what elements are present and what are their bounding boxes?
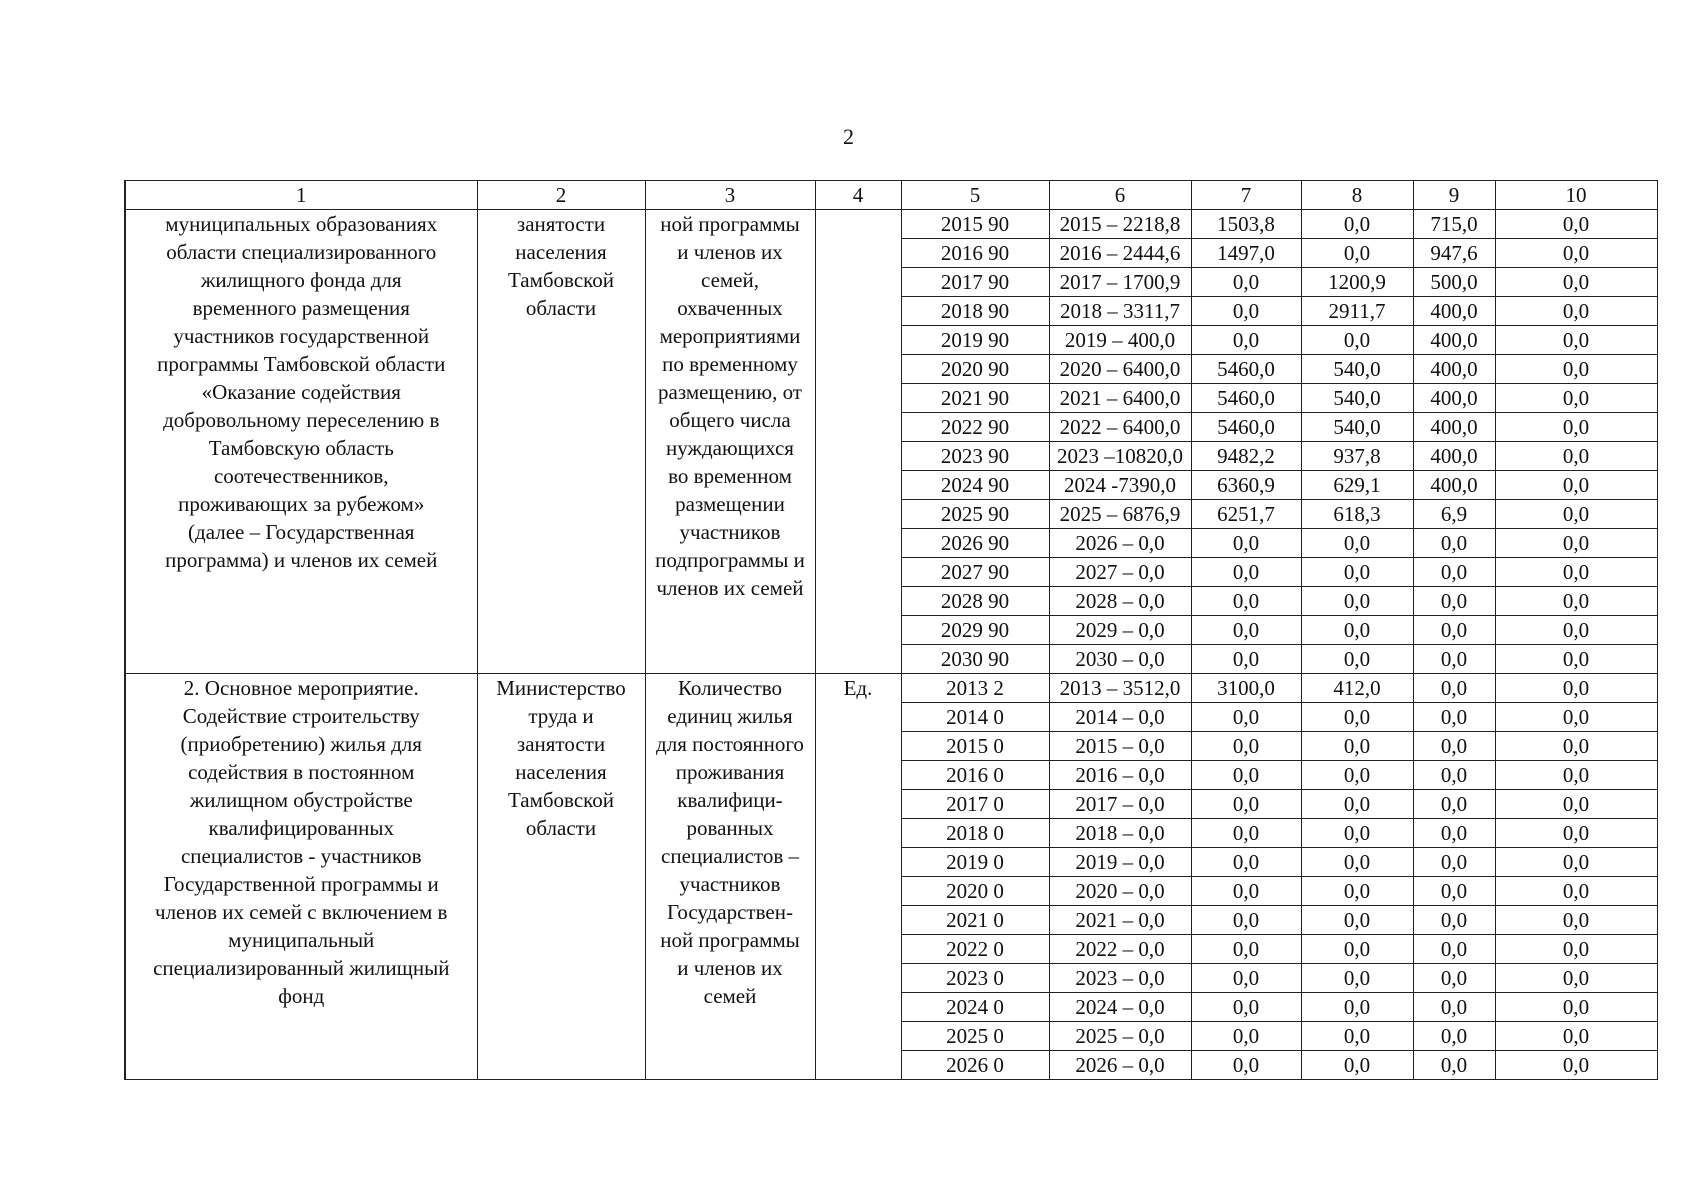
regional-cell: 0,0 (1301, 877, 1413, 906)
other-cell: 0,0 (1495, 935, 1657, 964)
municipal-cell: 0,0 (1413, 993, 1495, 1022)
municipal-cell: 0,0 (1413, 616, 1495, 645)
year-total-cell: 2026 – 0,0 (1049, 1051, 1191, 1080)
federal-cell: 0,0 (1191, 529, 1301, 558)
other-cell: 0,0 (1495, 500, 1657, 529)
regional-cell: 629,1 (1301, 471, 1413, 500)
year-value-cell: 2024 90 (901, 471, 1049, 500)
regional-cell: 0,0 (1301, 1022, 1413, 1051)
column-header: 2 (477, 181, 645, 210)
municipal-cell: 0,0 (1413, 848, 1495, 877)
regional-cell: 2911,7 (1301, 297, 1413, 326)
federal-cell: 0,0 (1191, 616, 1301, 645)
other-cell: 0,0 (1495, 297, 1657, 326)
year-value-cell: 2013 2 (901, 674, 1049, 703)
regional-cell: 0,0 (1301, 790, 1413, 819)
regional-cell: 0,0 (1301, 558, 1413, 587)
municipal-cell: 400,0 (1413, 297, 1495, 326)
indicator-cell: Количество единиц жилья для постоянного проживания квалифици- рованных специалистов – участников Государствен- ной программы и членов их семей (645, 674, 815, 1080)
other-cell: 0,0 (1495, 210, 1657, 239)
indicator-cell: ной программы и членов их семей, охваченных мероприятиями по временному размещению, от общего числа нуждающихся во временном размещении участников подпрограммы и членов их семей (645, 210, 815, 674)
unit-cell (815, 210, 901, 674)
year-total-cell: 2020 – 6400,0 (1049, 355, 1191, 384)
municipal-cell: 0,0 (1413, 964, 1495, 993)
federal-cell: 6360,9 (1191, 471, 1301, 500)
year-value-cell: 2015 90 (901, 210, 1049, 239)
year-total-cell: 2016 – 0,0 (1049, 761, 1191, 790)
municipal-cell: 400,0 (1413, 413, 1495, 442)
year-value-cell: 2021 90 (901, 384, 1049, 413)
year-value-cell: 2022 90 (901, 413, 1049, 442)
municipal-cell: 0,0 (1413, 732, 1495, 761)
column-header: 1 (125, 181, 477, 210)
column-header: 7 (1191, 181, 1301, 210)
year-total-cell: 2022 – 6400,0 (1049, 413, 1191, 442)
other-cell: 0,0 (1495, 674, 1657, 703)
federal-cell: 0,0 (1191, 993, 1301, 1022)
year-value-cell: 2026 0 (901, 1051, 1049, 1080)
year-total-cell: 2020 – 0,0 (1049, 877, 1191, 906)
other-cell: 0,0 (1495, 790, 1657, 819)
municipal-cell: 0,0 (1413, 645, 1495, 674)
federal-cell: 0,0 (1191, 935, 1301, 964)
year-total-cell: 2019 – 0,0 (1049, 848, 1191, 877)
year-total-cell: 2023 –10820,0 (1049, 442, 1191, 471)
federal-cell: 6251,7 (1191, 500, 1301, 529)
regional-cell: 0,0 (1301, 761, 1413, 790)
federal-cell: 0,0 (1191, 906, 1301, 935)
regional-cell: 0,0 (1301, 616, 1413, 645)
year-value-cell: 2029 90 (901, 616, 1049, 645)
municipal-cell: 400,0 (1413, 442, 1495, 471)
activity-name-cell: муниципальных образованиях области специализированного жилищного фонда для временного размещения участников государственной программы Тамбовской области «Оказание содействия добровольному переселению в Тамбовскую область соотечественников, проживающих за рубежом» (далее – Государственная программа) и членов их семей (125, 210, 477, 674)
regional-cell: 0,0 (1301, 587, 1413, 616)
year-value-cell: 2024 0 (901, 993, 1049, 1022)
other-cell: 0,0 (1495, 964, 1657, 993)
year-total-cell: 2018 – 0,0 (1049, 819, 1191, 848)
federal-cell: 0,0 (1191, 268, 1301, 297)
federal-cell: 0,0 (1191, 790, 1301, 819)
year-total-cell: 2021 – 0,0 (1049, 906, 1191, 935)
other-cell: 0,0 (1495, 355, 1657, 384)
other-cell: 0,0 (1495, 703, 1657, 732)
regional-cell: 0,0 (1301, 239, 1413, 268)
year-total-cell: 2015 – 2218,8 (1049, 210, 1191, 239)
municipal-cell: 0,0 (1413, 703, 1495, 732)
year-value-cell: 2020 90 (901, 355, 1049, 384)
other-cell: 0,0 (1495, 1022, 1657, 1051)
year-value-cell: 2023 0 (901, 964, 1049, 993)
year-value-cell: 2014 0 (901, 703, 1049, 732)
page-number: 2 (843, 124, 854, 149)
year-value-cell: 2018 0 (901, 819, 1049, 848)
other-cell: 0,0 (1495, 645, 1657, 674)
year-value-cell: 2019 0 (901, 848, 1049, 877)
year-total-cell: 2013 – 3512,0 (1049, 674, 1191, 703)
year-total-cell: 2026 – 0,0 (1049, 529, 1191, 558)
regional-cell: 0,0 (1301, 1051, 1413, 1080)
federal-cell: 0,0 (1191, 558, 1301, 587)
year-value-cell: 2018 90 (901, 297, 1049, 326)
other-cell: 0,0 (1495, 413, 1657, 442)
federal-cell: 0,0 (1191, 1022, 1301, 1051)
regional-cell: 0,0 (1301, 819, 1413, 848)
municipal-cell: 500,0 (1413, 268, 1495, 297)
year-total-cell: 2025 – 6876,9 (1049, 500, 1191, 529)
municipal-cell: 400,0 (1413, 384, 1495, 413)
year-total-cell: 2030 – 0,0 (1049, 645, 1191, 674)
municipal-cell: 0,0 (1413, 558, 1495, 587)
year-total-cell: 2028 – 0,0 (1049, 587, 1191, 616)
other-cell: 0,0 (1495, 819, 1657, 848)
federal-cell: 0,0 (1191, 326, 1301, 355)
other-cell: 0,0 (1495, 239, 1657, 268)
other-cell: 0,0 (1495, 906, 1657, 935)
regional-cell: 0,0 (1301, 703, 1413, 732)
federal-cell: 0,0 (1191, 877, 1301, 906)
year-total-cell: 2021 – 6400,0 (1049, 384, 1191, 413)
year-value-cell: 2025 0 (901, 1022, 1049, 1051)
federal-cell: 0,0 (1191, 964, 1301, 993)
regional-cell: 0,0 (1301, 210, 1413, 239)
municipal-cell: 0,0 (1413, 1022, 1495, 1051)
municipal-cell: 0,0 (1413, 790, 1495, 819)
responsible-cell: занятости населения Тамбовской области (477, 210, 645, 674)
other-cell: 0,0 (1495, 848, 1657, 877)
federal-cell: 0,0 (1191, 703, 1301, 732)
year-total-cell: 2017 – 1700,9 (1049, 268, 1191, 297)
column-header: 8 (1301, 181, 1413, 210)
municipal-cell: 0,0 (1413, 1051, 1495, 1080)
regional-cell: 0,0 (1301, 964, 1413, 993)
other-cell: 0,0 (1495, 558, 1657, 587)
year-value-cell: 2026 90 (901, 529, 1049, 558)
program-table (124, 180, 1658, 1080)
year-total-cell: 2024 -7390,0 (1049, 471, 1191, 500)
regional-cell: 937,8 (1301, 442, 1413, 471)
municipal-cell: 0,0 (1413, 906, 1495, 935)
year-total-cell: 2025 – 0,0 (1049, 1022, 1191, 1051)
other-cell: 0,0 (1495, 761, 1657, 790)
municipal-cell: 0,0 (1413, 877, 1495, 906)
column-header: 4 (815, 181, 901, 210)
municipal-cell: 0,0 (1413, 529, 1495, 558)
federal-cell: 0,0 (1191, 1051, 1301, 1080)
year-total-cell: 2016 – 2444,6 (1049, 239, 1191, 268)
municipal-cell: 0,0 (1413, 761, 1495, 790)
regional-cell: 540,0 (1301, 413, 1413, 442)
column-header: 9 (1413, 181, 1495, 210)
regional-cell: 0,0 (1301, 848, 1413, 877)
year-value-cell: 2016 0 (901, 761, 1049, 790)
other-cell: 0,0 (1495, 442, 1657, 471)
year-total-cell: 2022 – 0,0 (1049, 935, 1191, 964)
federal-cell: 9482,2 (1191, 442, 1301, 471)
activity-name-cell: 2. Основное мероприятие. Содействие строительству (приобретению) жилья для содействия в постоянном жилищном обустройстве квалифицированных специалистов - участников Государственной программы и членов их семей с включением в муниципальный специализированный жилищный фонд (125, 674, 477, 1080)
year-value-cell: 2023 90 (901, 442, 1049, 471)
table-row (125, 210, 1657, 239)
column-header: 6 (1049, 181, 1191, 210)
federal-cell: 1497,0 (1191, 239, 1301, 268)
year-total-cell: 2027 – 0,0 (1049, 558, 1191, 587)
year-total-cell: 2024 – 0,0 (1049, 993, 1191, 1022)
column-number-row (125, 181, 1657, 210)
regional-cell: 0,0 (1301, 732, 1413, 761)
year-value-cell: 2019 90 (901, 326, 1049, 355)
year-total-cell: 2019 – 400,0 (1049, 326, 1191, 355)
year-total-cell: 2023 – 0,0 (1049, 964, 1191, 993)
year-total-cell: 2029 – 0,0 (1049, 616, 1191, 645)
regional-cell: 618,3 (1301, 500, 1413, 529)
federal-cell: 0,0 (1191, 848, 1301, 877)
federal-cell: 0,0 (1191, 587, 1301, 616)
other-cell: 0,0 (1495, 529, 1657, 558)
regional-cell: 0,0 (1301, 906, 1413, 935)
year-total-cell: 2017 – 0,0 (1049, 790, 1191, 819)
table-body (125, 210, 1657, 1080)
year-value-cell: 2020 0 (901, 877, 1049, 906)
federal-cell: 0,0 (1191, 645, 1301, 674)
year-value-cell: 2017 90 (901, 268, 1049, 297)
municipal-cell: 0,0 (1413, 935, 1495, 964)
municipal-cell: 0,0 (1413, 819, 1495, 848)
federal-cell: 5460,0 (1191, 384, 1301, 413)
municipal-cell: 947,6 (1413, 239, 1495, 268)
year-value-cell: 2027 90 (901, 558, 1049, 587)
federal-cell: 5460,0 (1191, 355, 1301, 384)
year-value-cell: 2025 90 (901, 500, 1049, 529)
municipal-cell: 715,0 (1413, 210, 1495, 239)
regional-cell: 1200,9 (1301, 268, 1413, 297)
other-cell: 0,0 (1495, 587, 1657, 616)
regional-cell: 540,0 (1301, 355, 1413, 384)
federal-cell: 0,0 (1191, 297, 1301, 326)
municipal-cell: 400,0 (1413, 471, 1495, 500)
other-cell: 0,0 (1495, 384, 1657, 413)
municipal-cell: 0,0 (1413, 587, 1495, 616)
year-value-cell: 2015 0 (901, 732, 1049, 761)
regional-cell: 540,0 (1301, 384, 1413, 413)
column-header: 5 (901, 181, 1049, 210)
municipal-cell: 400,0 (1413, 355, 1495, 384)
other-cell: 0,0 (1495, 732, 1657, 761)
municipal-cell: 0,0 (1413, 674, 1495, 703)
year-value-cell: 2016 90 (901, 239, 1049, 268)
regional-cell: 412,0 (1301, 674, 1413, 703)
other-cell: 0,0 (1495, 1051, 1657, 1080)
year-value-cell: 2017 0 (901, 790, 1049, 819)
federal-cell: 3100,0 (1191, 674, 1301, 703)
regional-cell: 0,0 (1301, 326, 1413, 355)
responsible-cell: Министерство труда и занятости населения Тамбовской области (477, 674, 645, 1080)
year-value-cell: 2021 0 (901, 906, 1049, 935)
municipal-cell: 400,0 (1413, 326, 1495, 355)
federal-cell: 0,0 (1191, 732, 1301, 761)
column-header: 10 (1495, 181, 1657, 210)
other-cell: 0,0 (1495, 616, 1657, 645)
regional-cell: 0,0 (1301, 645, 1413, 674)
other-cell: 0,0 (1495, 268, 1657, 297)
year-total-cell: 2014 – 0,0 (1049, 703, 1191, 732)
other-cell: 0,0 (1495, 326, 1657, 355)
regional-cell: 0,0 (1301, 993, 1413, 1022)
federal-cell: 5460,0 (1191, 413, 1301, 442)
column-header: 3 (645, 181, 815, 210)
federal-cell: 0,0 (1191, 761, 1301, 790)
federal-cell: 0,0 (1191, 819, 1301, 848)
regional-cell: 0,0 (1301, 935, 1413, 964)
unit-cell: Ед. (815, 674, 901, 1080)
municipal-cell: 6,9 (1413, 500, 1495, 529)
year-total-cell: 2015 – 0,0 (1049, 732, 1191, 761)
year-total-cell: 2018 – 3311,7 (1049, 297, 1191, 326)
table-row (125, 674, 1657, 703)
regional-cell: 0,0 (1301, 529, 1413, 558)
other-cell: 0,0 (1495, 993, 1657, 1022)
federal-cell: 1503,8 (1191, 210, 1301, 239)
year-value-cell: 2022 0 (901, 935, 1049, 964)
year-value-cell: 2030 90 (901, 645, 1049, 674)
other-cell: 0,0 (1495, 877, 1657, 906)
other-cell: 0,0 (1495, 471, 1657, 500)
year-value-cell: 2028 90 (901, 587, 1049, 616)
